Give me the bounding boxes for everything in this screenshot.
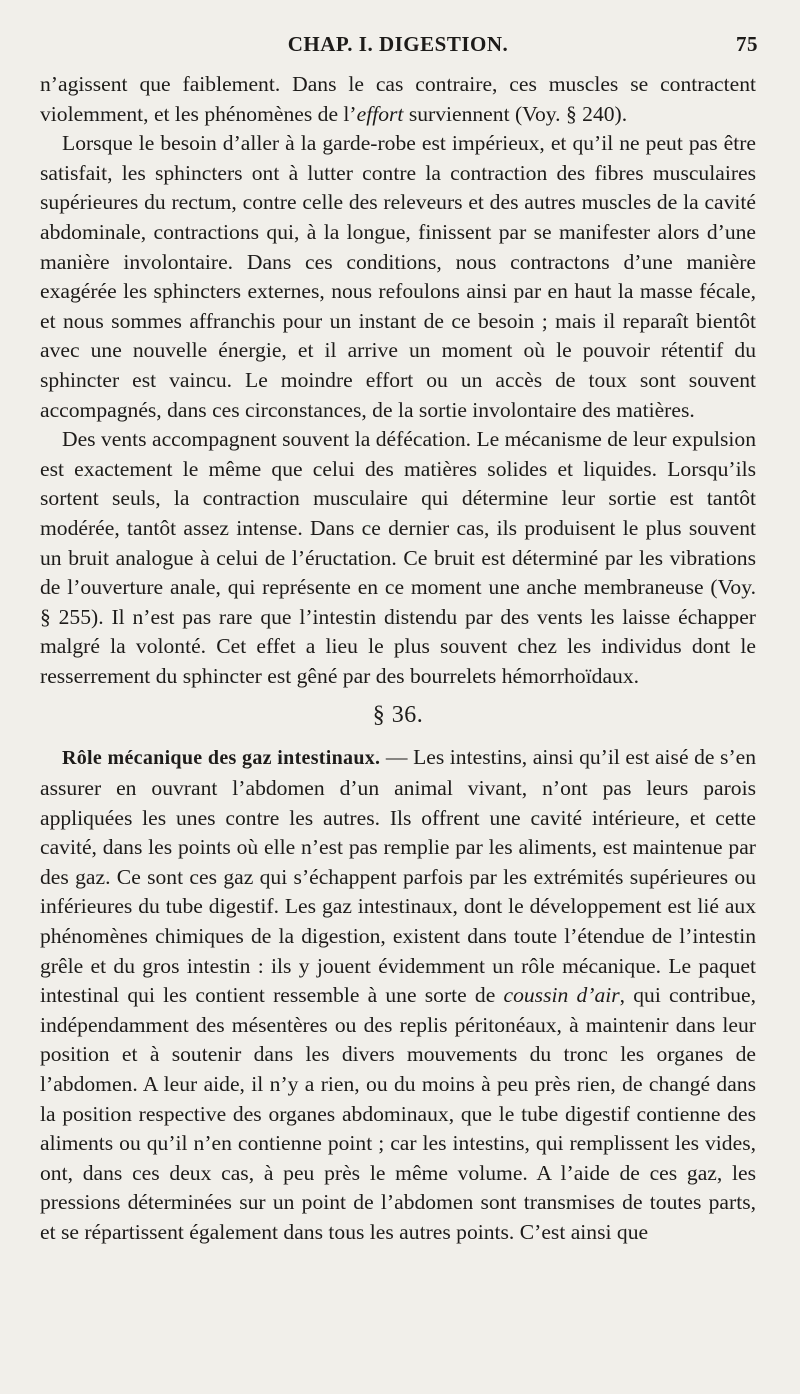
paragraph-vents: Des vents accompagnent souvent la défécation. Le mécanisme de leur expulsion est exactement le même que celui des matières solides et liquides. Lorsqu’ils sortent seuls, la contraction musculaire qui détermine leur sortie est tantôt modérée, tantôt assez intense. Dans ce dernier cas, ils produisent le plus souvent un bruit analogue à celui de l’éructation. Ce bruit est déterminé par les vibrations de l’ouverture anale, qui représente en ce moment une anche membraneuse (Voy. § 255). Il n’est pas rare que l’intestin distendu par des vents les laisse échapper malgré la volonté. Cet effet a lieu le plus souvent chez les individus dont le resserrement du sphincter est gêné par des bourrelets hémorrhoïdaux. — [40, 427, 756, 688]
paragraph-garde-robe: Lorsque le besoin d’aller à la garde-robe est impérieux, et qu’il ne peut pas être satisfait, les sphincters ont à lutter contre la contraction des fibres musculaires supérieures du rectum, contre celle des releveurs et des autres muscles de la cavité abdominale, contractions qui, à la longue, finissent par se manifester alors d’une manière involontaire. Dans ces conditions, nous contractons d’une manière exagérée les sphincters externes, nous refoulons ainsi par en haut la masse fécale, et nous sommes affranchis pour un instant de ce besoin ; mais il reparaît bientôt avec une nouvelle énergie, et il arrive un moment où le pouvoir rétentif du sphincter est vaincu. Le moindre effort ou un accès de toux sont souvent accompagnés, dans ces circonstances, de la sortie involontaire des matières. — [40, 131, 756, 422]
section-number: § 36. — [372, 702, 424, 729]
page-number: 75 — [736, 32, 758, 56]
chapter-title: CHAP. I. DIGESTION. — [287, 32, 509, 56]
paragraph-gaz-intestinaux: Rôle mécanique des gaz intestinaux. — Les intestins, ainsi qu’il est aisé de s’en assurer en ouvrant l’abdomen d’un animal vivant, n’ont pas leurs parois appliquées les unes contre les autres. Ils offrent une cavité intérieure, et cette cavité, dans les points où elle n’est pas remplie par les aliments, est maintenue par des gaz. Ce sont ces gaz qui s’échappent parfois par les extrémités supérieures ou inférieures du tube digestif. Les gaz intestinaux, dont le développement est lié aux phénomènes chimiques de la digestion, existent dans toute l’étendue de l’intestin grêle et du gros intestin : ils y jouent évidemment un rôle mécanique. Le paquet intestinal qui les contient ressemble à une sorte de coussin d’air, qui contribue, indépendamment des mésentères ou des replis péritonéaux, à maintenir dans leur position et à soutenir dans les divers mouvements du tronc les organes de l’abdomen. A leur aide, il n’y a rien, ou du moins à peu près rien, de changé dans la position respective des organes abdominaux, que le tube digestif contienne des aliments ou qu’il n’en contienne point ; car les intestins, qui remplissent les vides, ont, dans ces deux cas, à peu près le même volume. A l’aide de ces gaz, les pressions déterminées sur un point de l’abdomen sont transmises de toutes parts, et se répartissent également dans tous les autres points. C’est ainsi que — [40, 745, 757, 1244]
paragraph-effort: n’agissent que faiblement. Dans le cas contraire, ces muscles se contractent violemment, et les phénomènes de l’effort surviennent (Voy. § 240). — [40, 72, 756, 126]
section-heading: Rôle mécanique des gaz intestinaux. — [62, 747, 381, 770]
running-head — [40, 28, 756, 64]
